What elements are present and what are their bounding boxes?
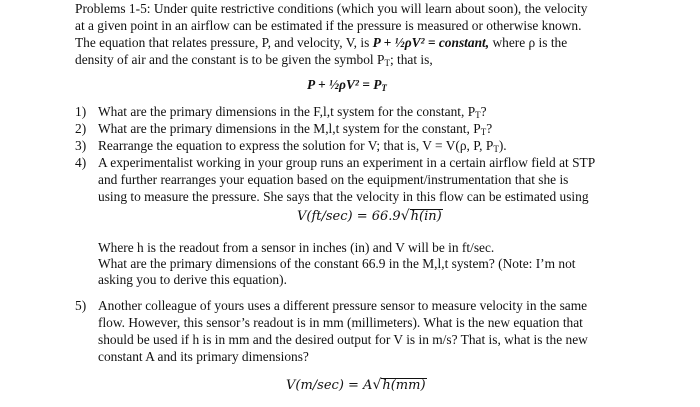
equation-4-lhs: V(ft/sec) = 66.9 xyxy=(297,209,401,224)
sqrt-icon: √ xyxy=(372,377,382,393)
sqrt-icon: √ xyxy=(400,208,410,224)
question-4-line-3: using to measure the pressure. She says that the velocity in this flow can be estimated using xyxy=(98,189,589,204)
equation-4 xyxy=(297,208,443,225)
question-3-text-a: Rearrange the equation to express the solution for V; that is, V = V(ρ, P, P xyxy=(98,138,494,153)
question-1-text xyxy=(98,104,487,120)
intro-line-3-text-b: where ρ is the xyxy=(492,35,568,50)
intro-line-4-text-b: ; that is, xyxy=(389,52,433,67)
question-4-followup-2: What are the primary dimensions of the constant 66.9 in the M,l,t system? (Note: I’m not xyxy=(98,256,576,271)
equation-5-lhs: V(m/sec) = A xyxy=(286,378,373,393)
main-equation xyxy=(307,77,387,93)
question-3-subscript: T xyxy=(493,144,499,154)
question-1-number: 1) xyxy=(75,104,87,119)
question-4-line-2: and further rearranges your equation based on the equipment/instrumentation that she is xyxy=(98,172,569,187)
question-4-followup-3: asking you to derive this equation). xyxy=(98,272,287,287)
main-equation-lhs: P + ½ρV² = P xyxy=(307,77,382,92)
intro-line-3-text-a: The equation that relates pressure, P, and velocity, V, is xyxy=(75,35,370,50)
question-4-number: 4) xyxy=(75,155,87,170)
equation-5-radicand: h(mm) xyxy=(382,378,426,393)
intro-line-3 xyxy=(75,35,567,51)
question-4-followup-1: Where h is the readout from a sensor in inches (in) and V will be in ft/sec. xyxy=(98,240,495,255)
intro-line-4-subscript: T xyxy=(384,58,390,68)
intro-line-1: Problems 1-5: Under quite restrictive conditions (which you will learn about soon), the velocity xyxy=(75,1,588,16)
intro-line-2: at a given point in an airflow can be estimated if the pressure is measured or otherwise known. xyxy=(75,18,582,33)
question-3-text-b: ). xyxy=(498,138,507,153)
equation-4-radicand: h(in) xyxy=(410,209,442,224)
question-3-number: 3) xyxy=(75,138,87,153)
question-2-text xyxy=(98,121,492,137)
question-5-number: 5) xyxy=(75,298,87,313)
main-equation-subscript: T xyxy=(381,83,387,93)
question-1-text-b: ? xyxy=(480,104,487,119)
question-1-text-a: What are the primary dimensions in the F,l,t system for the constant, P xyxy=(98,104,476,119)
question-5-line-3: should be used if h is in mm and the desired output for V is in m/s? That is, what is the new xyxy=(98,332,588,347)
question-5-line-1: Another colleague of yours uses a different pressure sensor to measure velocity in the same xyxy=(98,298,588,313)
question-1-subscript: T xyxy=(475,110,481,120)
intro-line-4 xyxy=(75,52,433,68)
question-2-subscript: T xyxy=(480,127,487,137)
question-4-line-1: A experimentalist working in your group runs an experiment in a certain airflow field at STP xyxy=(98,155,596,170)
question-2-number: 2) xyxy=(75,121,87,136)
equation-5 xyxy=(286,377,427,394)
question-2-text-b: ? xyxy=(486,121,493,136)
intro-line-4-text-a: density of air and the constant is to be given the symbol P xyxy=(75,52,385,67)
question-2-text-a: What are the primary dimensions in the M,l,t system for the constant, P xyxy=(98,121,481,136)
intro-inline-equation: P + ½ρV² = constant, xyxy=(372,35,490,50)
question-3-text xyxy=(98,138,507,154)
question-5-line-2: flow. However, this sensor’s readout is in mm (millimeters). What is the new equation that xyxy=(98,315,583,330)
question-5-line-4: constant A and its primary dimensions? xyxy=(98,349,309,364)
